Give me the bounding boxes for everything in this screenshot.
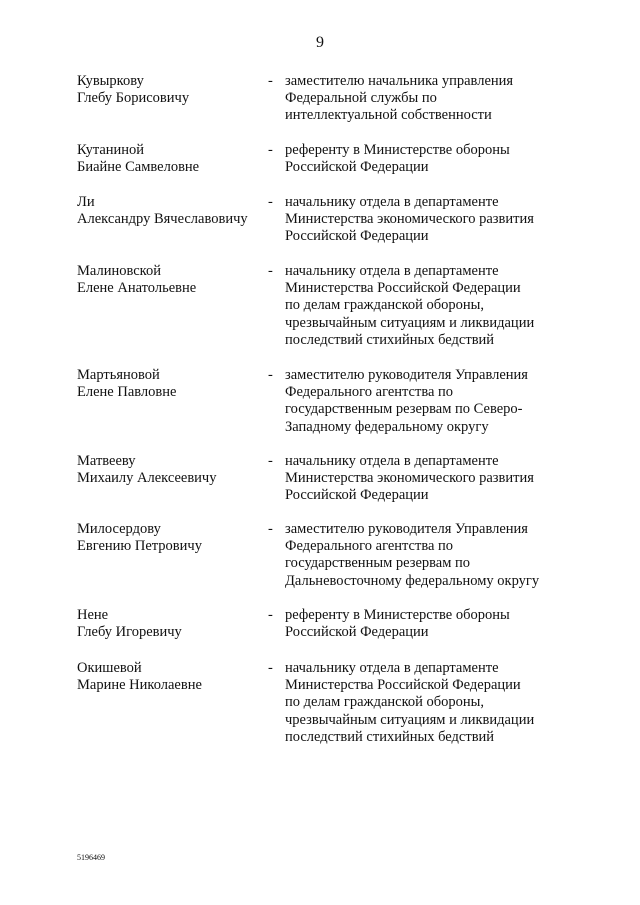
dash-separator: - <box>268 660 273 676</box>
position-text <box>285 367 585 436</box>
position-line: Федерального агентства по <box>285 384 454 401</box>
position-line: заместителю начальника управления <box>285 73 514 89</box>
position-text <box>285 660 585 746</box>
position-line: Западному федеральному округу <box>285 418 489 435</box>
person-given-names: Биайне Самвеловне <box>77 159 200 176</box>
person-given-names: Елене Анатольевне <box>77 280 197 297</box>
position-line: чрезвычайным ситуациям и ликвидации <box>285 314 535 331</box>
position-text <box>285 142 585 176</box>
person-name <box>77 263 267 297</box>
dash-separator: - <box>268 142 273 158</box>
position-text <box>285 453 585 505</box>
position-line: Федеральной службы по <box>285 90 437 107</box>
position-line: заместителю руководителя Управления <box>285 367 528 383</box>
dash-separator: - <box>268 367 273 383</box>
position-line: референту в Министерстве обороны <box>285 607 510 623</box>
person-surname: Кувыркову <box>77 73 144 89</box>
person-name <box>77 521 267 555</box>
position-text <box>285 73 585 125</box>
position-line: последствий стихийных бедствий <box>285 331 495 348</box>
person-given-names: Евгению Петровичу <box>77 538 202 555</box>
position-line: интеллектуальной собственности <box>285 107 492 124</box>
dash-separator: - <box>268 263 273 279</box>
position-text <box>285 521 585 590</box>
person-name <box>77 607 267 641</box>
person-given-names: Александру Вячеславовичу <box>77 211 248 228</box>
position-line: государственным резервам по <box>285 555 471 572</box>
person-surname: Милосердову <box>77 521 161 537</box>
position-line: начальнику отдела в департаменте <box>285 194 499 210</box>
person-name <box>77 367 267 401</box>
person-name <box>77 73 267 107</box>
position-line: заместителю руководителя Управления <box>285 521 528 537</box>
position-line: Министерства Российской Федерации <box>285 280 521 297</box>
position-line: Российской Федерации <box>285 159 429 176</box>
position-line: Федерального агентства по <box>285 538 454 555</box>
person-name <box>77 142 267 176</box>
person-surname: Мартьяновой <box>77 367 160 383</box>
position-line: Российской Федерации <box>285 624 429 641</box>
position-line: последствий стихийных бедствий <box>285 728 495 745</box>
person-name <box>77 660 267 694</box>
position-text <box>285 263 585 349</box>
person-given-names: Елене Павловне <box>77 384 177 401</box>
person-surname: Матвееву <box>77 453 136 469</box>
position-line: по делам гражданской обороны, <box>285 694 485 711</box>
position-line: государственным резервам по Северо- <box>285 401 523 418</box>
position-line: Министерства экономического развития <box>285 211 534 228</box>
dash-separator: - <box>268 453 273 469</box>
position-line: чрезвычайным ситуациям и ликвидации <box>285 711 535 728</box>
person-surname: Нене <box>77 607 109 623</box>
position-line: начальнику отдела в департаменте <box>285 660 499 676</box>
dash-separator: - <box>268 194 273 210</box>
position-line: Дальневосточному федеральному округу <box>285 572 540 589</box>
person-surname: Ли <box>77 194 95 210</box>
dash-separator: - <box>268 521 273 537</box>
position-line: начальнику отдела в департаменте <box>285 453 499 469</box>
person-name <box>77 194 267 228</box>
person-name <box>77 453 267 487</box>
page-number: 9 <box>316 34 324 51</box>
person-given-names: Глебу Борисовичу <box>77 90 190 107</box>
position-line: по делам гражданской обороны, <box>285 297 485 314</box>
person-given-names: Глебу Игоревичу <box>77 624 182 641</box>
person-surname: Малиновской <box>77 263 161 279</box>
position-line: Российской Федерации <box>285 228 429 245</box>
position-text <box>285 607 585 641</box>
position-line: Министерства экономического развития <box>285 470 534 487</box>
position-line: Российской Федерации <box>285 487 429 504</box>
person-given-names: Марине Николаевне <box>77 677 202 694</box>
position-text <box>285 194 585 246</box>
person-surname: Окишевой <box>77 660 142 676</box>
document-code: 5196469 <box>77 853 105 862</box>
dash-separator: - <box>268 73 273 89</box>
dash-separator: - <box>268 607 273 623</box>
position-line: референту в Министерстве обороны <box>285 142 510 158</box>
person-surname: Кутаниной <box>77 142 145 158</box>
position-line: начальнику отдела в департаменте <box>285 263 499 279</box>
person-given-names: Михаилу Алексеевичу <box>77 470 217 487</box>
position-line: Министерства Российской Федерации <box>285 677 521 694</box>
